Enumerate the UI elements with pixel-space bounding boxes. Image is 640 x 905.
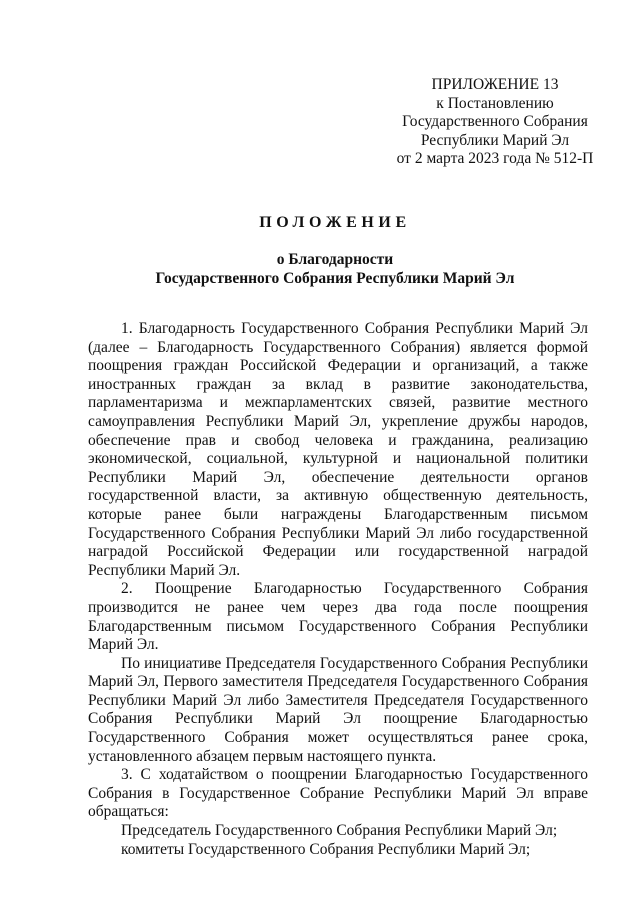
list-item-chairman: Председатель Государственного Собрания Республики Марий Эл;: [121, 822, 558, 840]
appendix-reference: к Постановлению: [436, 94, 554, 112]
paragraph-4: 3. С ходатайством о поощрении Благодарностью Государственного Собрания в Государственное Собрание Республики Марий Эл вправе обращаться:: [88, 766, 588, 821]
subtitle-line-2: Государственного Собрания Республики Марий Эл: [155, 270, 515, 287]
appendix-header: [380, 76, 610, 169]
appendix-date-number: от 2 марта 2023 года № 512-П: [396, 150, 594, 168]
paragraph-1: 1. Благодарность Государственного Собрания Республики Марий Эл (далее – Благодарность Государственного Собрания) является формой поощрения граждан Российской Федерации и организаций, а также иностранных граждан за вклад в развитие законодательства, парламентаризма и межпарламентских связей, развитие местного самоуправления Республики Марий Эл, укрепление дружбы народов, обеспечение прав и свобод человека и гражданина, реализацию экономической, социальной, культурной и национальной политики Республики Марий Эл, обеспечение деятельности органов государственной власти, за активную общественную деятельность, которые ранее были награждены Благодарственным письмом Государственного Собрания Республики Марий Эл либо государственной наградой Российской Федерации или государственной наградой Республики Марий Эл.: [88, 320, 588, 579]
document-subtitle: [0, 250, 640, 288]
subtitle-line-1: о Благодарности: [276, 251, 394, 268]
appendix-number: ПРИЛОЖЕНИЕ 13: [431, 76, 559, 93]
appendix-issuer: Государственного Собрания: [402, 113, 588, 131]
appendix-republic: Республики Марий Эл: [420, 131, 570, 149]
document-title: ПОЛОЖЕНИЕ: [259, 214, 411, 231]
list-item-committees: комитеты Государственного Собрания Республики Марий Эл;: [121, 840, 531, 858]
paragraph-2: 2. Поощрение Благодарностью Государственного Собрания производится не ранее чем через два года после поощрения Благодарственным письмом Государственного Собрания Республики Марий Эл.: [88, 580, 588, 654]
paragraph-3: По инициативе Председателя Государственного Собрания Республики Марий Эл, Первого заместителя Председателя Государственного Собрания Республики Марий Эл либо Заместителя Председателя Государственного Собрания Республики Марий Эл поощрение Благодарностью Государственного Собрания может осуществляться ранее срока, установленного абзацем первым настоящего пункта.: [88, 654, 588, 765]
document-body: [88, 320, 588, 859]
